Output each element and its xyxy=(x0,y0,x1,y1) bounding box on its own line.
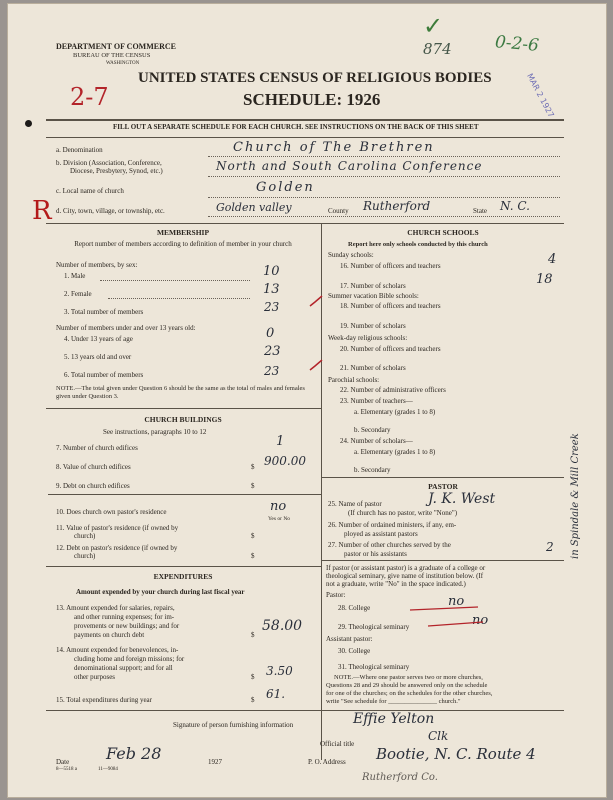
field-line xyxy=(208,197,560,198)
dollar-sign: $ xyxy=(251,696,255,704)
leader-dots xyxy=(100,280,250,281)
dollar-sign: $ xyxy=(251,552,255,560)
county-value: Rutherford xyxy=(363,199,431,213)
q10-label: 10. Does church own pastor's residence xyxy=(56,508,167,516)
q24a-label: a. Elementary (grades 1 to 8) xyxy=(354,448,436,456)
date-label: Date xyxy=(56,758,70,766)
city-value: Golden valley xyxy=(216,201,292,214)
dollar-sign: $ xyxy=(251,631,255,639)
parochial-label: Parochial schools: xyxy=(328,376,380,384)
green-checkmark: ✓ xyxy=(423,12,444,40)
buildings-title: CHURCH BUILDINGS xyxy=(144,415,222,424)
expenditures-intro: Amount expended by your church during last fiscal year xyxy=(76,588,245,596)
grad-note-1: If pastor (or assistant pastor) is a graduate of a college or xyxy=(326,564,486,572)
signature-value: Effie Yelton xyxy=(353,711,435,727)
schools-title: CHURCH SCHOOLS xyxy=(407,228,479,237)
field-line xyxy=(208,156,560,157)
red-r-mark: R xyxy=(32,196,52,226)
rule xyxy=(46,119,564,121)
rule xyxy=(46,566,321,567)
sunday-scholars-value: 18 xyxy=(536,272,553,287)
q8-label: 8. Value of church edifices xyxy=(56,463,131,471)
pastor-note-3: for one of the churches; on the schedules for the other churches, xyxy=(326,690,493,697)
q3-label: 3. Total number of members xyxy=(64,308,144,316)
dollar-sign: $ xyxy=(251,482,255,490)
q11-label: 11. Value of pastor's residence (if owned by xyxy=(56,524,179,532)
rule xyxy=(46,710,564,711)
pastor-note-1: NOTE.—Where one pastor serves two or more churches, xyxy=(334,674,483,681)
yes-no-hint: Yes or No xyxy=(268,516,291,522)
sunday-teachers-value: 4 xyxy=(548,252,557,267)
q7-label: 7. Number of church edifices xyxy=(56,444,138,452)
date-mark: 0-2-6 xyxy=(494,32,540,56)
county-note: Rutherford Co. xyxy=(362,772,438,783)
seminary-value: no xyxy=(472,613,489,628)
q20-label: 20. Number of officers and teachers xyxy=(340,345,441,353)
weekday-label: Week-day religious schools: xyxy=(328,334,408,342)
year-label: 1927 xyxy=(208,758,222,766)
q2-label: 2. Female xyxy=(64,290,92,298)
department-name: DEPARTMENT OF COMMERCE xyxy=(56,42,177,51)
grad-note-3: not a graduate, write "No" in the space indicated.) xyxy=(326,580,466,588)
membership-note: NOTE.—The total given under Question 6 should be the same as the total of males and females given under Question 3. xyxy=(56,385,305,400)
dollar-sign: $ xyxy=(251,463,255,471)
pastor-note-4: write "See schedule for _______________ church." xyxy=(326,698,461,705)
q14-label-c: denominational support; and for all xyxy=(74,664,173,672)
over-13-count: 23 xyxy=(264,344,281,359)
q9-label: 9. Debt on church edifices xyxy=(56,482,130,490)
date-value: Feb 28 xyxy=(106,744,162,763)
state-label: State xyxy=(473,207,487,215)
q1-label: 1. Male xyxy=(64,272,86,280)
rule xyxy=(46,223,564,224)
q23-label: 23. Number of teachers— xyxy=(340,397,413,405)
q31-label: 31. Theological seminary xyxy=(338,663,410,671)
q24-label: 24. Number of scholars— xyxy=(340,437,413,445)
by-sex-label: Number of members, by sex: xyxy=(56,261,138,269)
vbs-label: Summer vacation Bible schools: xyxy=(328,292,419,300)
schools-intro: Report here only schools conducted by this church xyxy=(348,241,488,248)
college-value: no xyxy=(448,594,465,609)
q6-label: 6. Total number of members xyxy=(64,371,144,379)
church-edifices-value: 900.00 xyxy=(264,454,306,468)
q4-label: 4. Under 13 years of age xyxy=(64,335,133,343)
form-number: 8—5518 a xyxy=(56,767,77,772)
rule xyxy=(46,408,321,409)
received-stamp: MAR 2 1927 xyxy=(525,72,556,120)
q24b-label: b. Secondary xyxy=(354,466,391,474)
q14-label-a: 14. Amount expended for benevolences, in- xyxy=(56,646,179,654)
q27-label-a: 27. Number of other churches served by the xyxy=(328,541,451,549)
membership-intro: Report number of members according to definition of member in your church xyxy=(74,240,292,248)
sunday-schools-label: Sunday schools: xyxy=(328,251,374,259)
dollar-sign: $ xyxy=(251,532,255,540)
running-expenses-value: 58.00 xyxy=(262,618,303,634)
q21-label: 21. Number of scholars xyxy=(340,364,406,372)
q18-label: 18. Number of officers and teachers xyxy=(340,302,441,310)
local-name-value: Golden xyxy=(256,180,315,195)
local-name-label: c. Local name of church xyxy=(56,187,124,195)
under-13-count: 0 xyxy=(266,326,275,341)
male-count: 10 xyxy=(263,264,280,279)
form-subtitle: SCHEDULE: 1926 xyxy=(243,90,381,109)
rule xyxy=(321,560,564,561)
po-address-value: Bootie, N. C. Route 4 xyxy=(376,745,536,763)
leader-dots xyxy=(108,298,250,299)
county-label: County xyxy=(328,207,349,215)
grad-note-2: theological seminary, give name of institution below. (If xyxy=(326,572,484,580)
assistant-sub-label: Assistant pastor: xyxy=(326,635,373,643)
rule xyxy=(46,137,564,138)
q22-label: 22. Number of administrative officers xyxy=(340,386,446,394)
expenditures-title: EXPENDITURES xyxy=(153,572,213,581)
owns-residence-value: no xyxy=(270,499,287,514)
punch-hole xyxy=(25,120,32,127)
q15-label: 15. Total expenditures during year xyxy=(56,696,152,704)
denomination-label: a. Denomination xyxy=(56,146,103,154)
q12-label-2: church) xyxy=(74,552,96,560)
q23b-label: b. Secondary xyxy=(354,426,391,434)
city-label: d. City, town, village, or township, etc. xyxy=(56,207,165,215)
pastor-sub-label: Pastor: xyxy=(326,591,346,599)
bureau-name: BUREAU OF THE CENSUS xyxy=(73,52,151,59)
division-value: North and South Carolina Conference xyxy=(216,159,483,173)
q26-label-a: 26. Number of ordained ministers, if any, em- xyxy=(328,521,457,529)
signature-label: Signature of person furnishing information xyxy=(173,721,294,729)
q11-label-2: church) xyxy=(74,532,96,540)
place-name: WASHINGTON xyxy=(106,61,140,66)
q25-label: 25. Name of pastor xyxy=(328,500,382,508)
church-edifices-count: 1 xyxy=(276,434,285,449)
division-label-2: Diocese, Presbytery, Synod, etc.) xyxy=(70,167,163,175)
po-address-label: P. O. Address xyxy=(308,758,346,766)
denomination-value: Church of The Brethren xyxy=(233,140,435,155)
buildings-see: See instructions, paragraphs 10 to 12 xyxy=(103,428,207,436)
q14-label-d: other purposes xyxy=(74,673,116,681)
total-expenditures-value: 61. xyxy=(266,687,286,701)
q14-label-b: cluding home and foreign missions; for xyxy=(74,655,185,663)
field-line xyxy=(208,216,560,217)
q13-label-d: payments on church debt xyxy=(74,631,145,639)
red-code-mark: 2-7 xyxy=(70,83,109,111)
q5-label: 5. 13 years old and over xyxy=(64,353,132,361)
form-number-2: 11—9084 xyxy=(98,767,118,772)
form-title: UNITED STATES CENSUS OF RELIGIOUS BODIES xyxy=(138,70,492,86)
rule xyxy=(321,477,564,478)
pastor-title: PASTOR xyxy=(428,482,458,491)
dollar-sign: $ xyxy=(251,673,255,681)
total-members-b: 23 xyxy=(264,364,280,378)
q25-hint: (If church has no pastor, write "None") xyxy=(348,509,458,517)
female-count: 13 xyxy=(263,282,280,297)
margin-note: in Spindale & Mill Creek xyxy=(570,433,581,559)
official-title-value: Clk xyxy=(428,729,449,743)
q27-label-b: pastor or his assistants xyxy=(344,550,407,558)
q23a-label: a. Elementary (grades 1 to 8) xyxy=(354,408,436,416)
field-line xyxy=(208,176,560,177)
q13-label-b: and other running expenses; for im- xyxy=(74,613,175,621)
pastor-name-value: J. K. West xyxy=(428,491,496,507)
pastor-note-2: Questions 28 and 29 should be answered only on the schedule xyxy=(326,682,488,689)
record-number: 874 xyxy=(423,40,452,58)
official-title-label: Official title xyxy=(320,740,355,748)
total-members-a: 23 xyxy=(264,300,280,314)
q29-label: 29. Theological seminary xyxy=(338,623,410,631)
q28-label: 28. College xyxy=(338,604,371,612)
other-churches-value: 2 xyxy=(546,540,554,554)
census-form-sheet xyxy=(7,3,607,798)
q13-label-a: 13. Amount expended for salaries, repairs, xyxy=(56,604,175,612)
red-check-marks xyxy=(308,284,332,384)
q19-label: 19. Number of scholars xyxy=(340,322,406,330)
q17-label: 17. Number of scholars xyxy=(340,282,406,290)
state-value: N. C. xyxy=(500,199,530,213)
membership-title: MEMBERSHIP xyxy=(156,228,210,237)
under-over-label: Number of members under and over 13 years old: xyxy=(56,324,196,332)
q16-label: 16. Number of officers and teachers xyxy=(340,262,441,270)
q30-label: 30. College xyxy=(338,647,371,655)
q13-label-c: provements or new buildings; and for xyxy=(74,622,180,630)
rule xyxy=(48,494,321,495)
form-instruction: FILL OUT A SEPARATE SCHEDULE FOR EACH CHURCH. SEE INSTRUCTIONS ON THE BACK OF THIS SHEET xyxy=(113,123,479,131)
q26-label-b: ployed as assistant pastors xyxy=(344,530,418,538)
red-strike-marks xyxy=(408,604,488,634)
division-label: b. Division (Association, Conference, xyxy=(56,159,162,167)
q12-label: 12. Debt on pastor's residence (if owned by xyxy=(56,544,178,552)
benevolences-value: 3.50 xyxy=(266,664,293,678)
